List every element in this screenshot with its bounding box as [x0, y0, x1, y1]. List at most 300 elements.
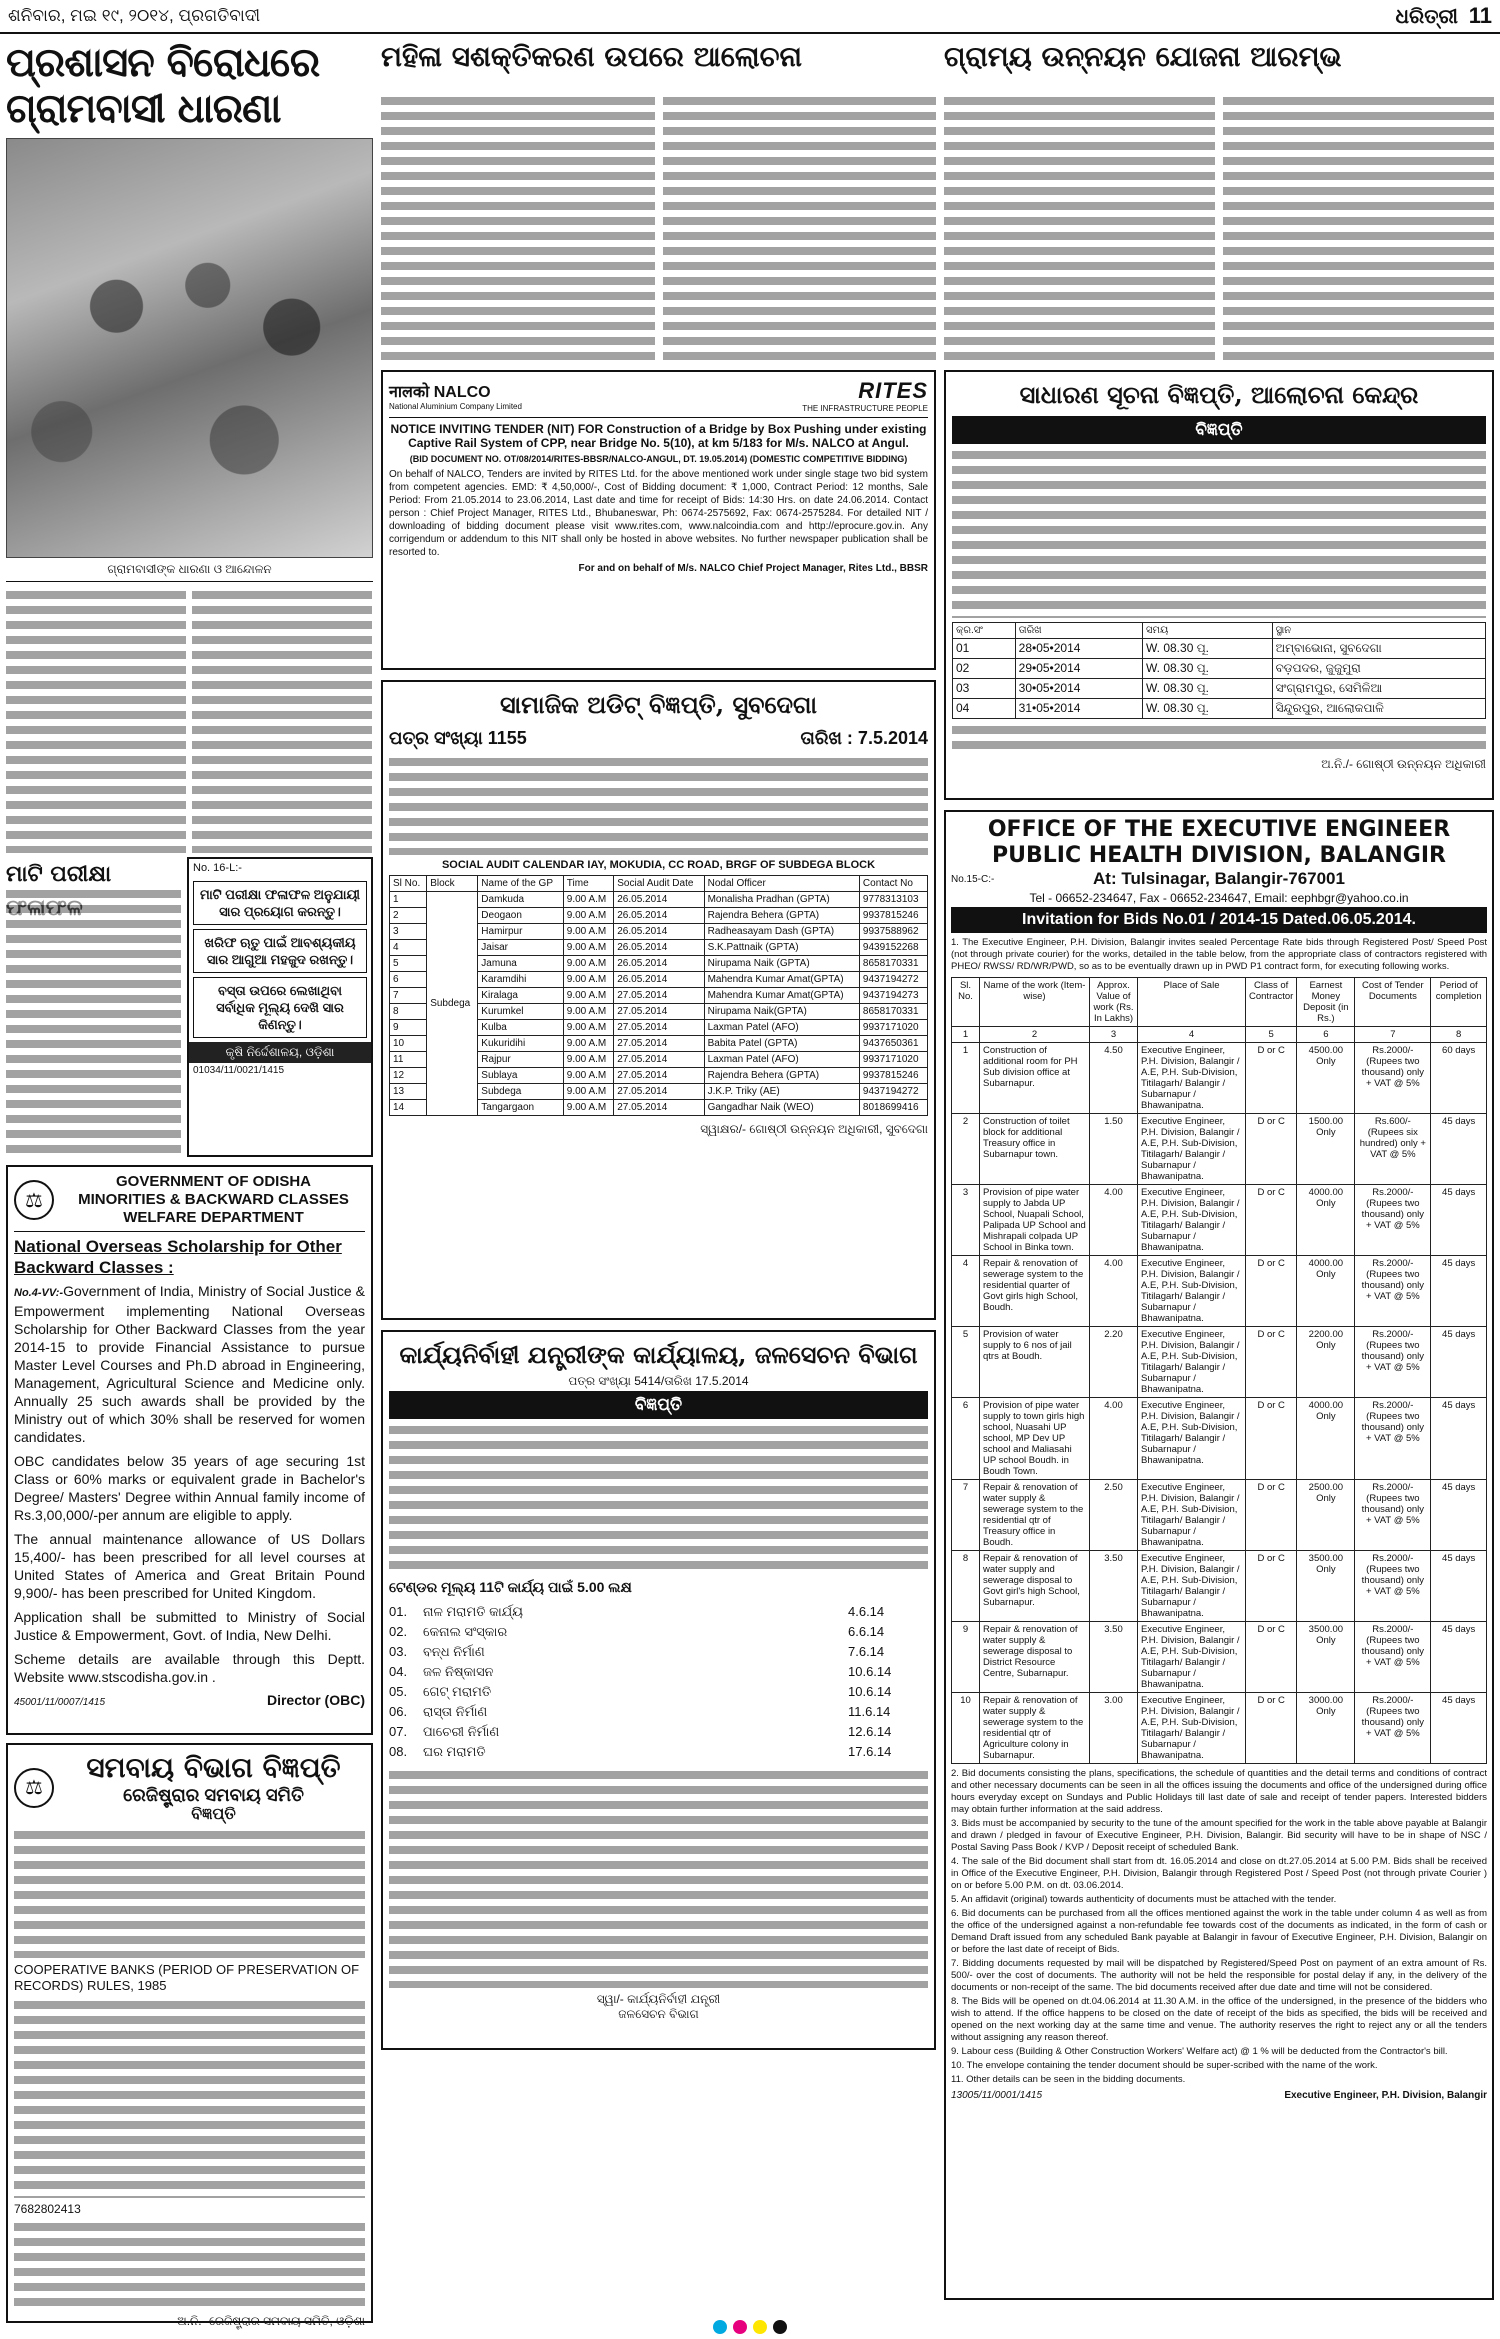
work-value: 3.50 — [1090, 1622, 1138, 1693]
cooperative-notice — [6, 1743, 373, 2328]
work-value: 2.20 — [1090, 1327, 1138, 1398]
work-place: Executive Engineer, P.H. Division, Balangir / A.E, P.H. Sub-Division, Titilagarh/ Balangir / Subarnapur / Bhawanipatna. — [1138, 1327, 1246, 1398]
work-place: Executive Engineer, P.H. Division, Balangir / A.E, P.H. Sub-Division, Titilagarh/ Balangir / Subarnapur / Bhawanipatna. — [1138, 1043, 1246, 1114]
work-doc-cost: Rs.2000/- (Rupees two thousand) only + VAT @ 5% — [1355, 1551, 1431, 1622]
work-name: Repair & renovation of water supply & sewerage system to the residential qtr of Agriculture colony in Subarnapur. — [980, 1693, 1090, 1764]
masthead — [0, 0, 1500, 34]
audit-sl: 3 — [390, 924, 427, 940]
pheo-note: 6. Bid documents can be purchased from all the offices mentioned against the work in the table under column 4 as well as from the office of the undersigned against a non-refundable fee towards cost of the documents as indicated, in the form of cash or Demand Draft issued from any scheduled Bank payable at Balangir in favour of Executive Engineer, P.H. Division, Balangir on or before the last date of receipt of Bids. — [951, 1908, 1487, 1955]
table-row — [953, 679, 1486, 699]
krishi-ad-ref: 01034/11/0021/1415 — [193, 1065, 285, 1076]
audit-time: 9.00 A.M — [563, 1068, 613, 1084]
table-row — [953, 659, 1486, 679]
sub-headline: ମାଟି ପରୀକ୍ଷା — [6, 861, 112, 887]
obc-title-2: MINORITIES & BACKWARD CLASSES — [78, 1191, 349, 1208]
obc-para-1: Government of India, Ministry of Social Justice & Empowerment implementing National Overseas Scholarship for Other Backward Classes from the year 2014-15 to provide Financial Assistance to pursue Master Level Courses and Ph.D abroad in Engineering, Management, Agricultural Science and Medicine only. Annually 25 such awards shall be provided by the Ministry out of which 30% shall be reserved for women candidates. — [14, 1283, 365, 1445]
audit-nodal-officer: Rajendra Behera (GPTA) — [704, 1068, 859, 1084]
work-name: Repair & renovation of water supply & sewerage system to the residential qtr of Treasury office in Boudh. — [980, 1480, 1090, 1551]
audit-nodal-officer: Babita Patel (GPTA) — [704, 1036, 859, 1052]
item-no: 04. — [389, 1664, 408, 1679]
audit-date: 27.05.2014 — [614, 1052, 704, 1068]
work-class: D or C — [1246, 1693, 1297, 1764]
work-class: D or C — [1246, 1114, 1297, 1185]
audit-sl: 2 — [390, 908, 427, 924]
pheo-note: 5. An affidavit (original) towards authenticity of documents must be attached with the tender. — [951, 1894, 1337, 1905]
work-value: 4.50 — [1090, 1043, 1138, 1114]
pheo-table-colnums: 1 2 3 4 5 6 7 8 — [952, 1027, 1487, 1043]
work-value: 4.00 — [1090, 1256, 1138, 1327]
audit-date: 27.05.2014 — [614, 1004, 704, 1020]
item-name: ପାଚେରୀ ନିର୍ମାଣ — [423, 1724, 500, 1739]
pheo-note: 7. Bidding documents requested by mail will be dispatched by Registered/Speed Post on payment of an extra amount of Rs. 500/- over the cost of documents. The authority will not be held the responsible for postal delay if any, in the delivery of the documents or non-receipt of the same. The bid documents received after due date and time will not be considered. — [951, 1958, 1487, 1993]
list-item — [389, 1662, 928, 1682]
audit-title: ସାମାଜିକ ଅଡିଟ୍ ବିଜ୍ଞପ୍ତି, ସୁବଦେଗା — [500, 690, 817, 719]
schedule-venue: ଅମ୍ବାଭୋନା, ସୁବଦେଗା — [1272, 639, 1485, 659]
audit-contact: 9439152268 — [859, 940, 927, 956]
item-name: ଜଳ ନିଷ୍କାସନ — [423, 1664, 494, 1679]
work-class: D or C — [1246, 1551, 1297, 1622]
schedule-date: 31•05•2014 — [1015, 699, 1142, 719]
work-period: 45 days — [1431, 1114, 1487, 1185]
schedule-sl: 01 — [953, 639, 1016, 659]
audit-contact: 9937815246 — [859, 908, 927, 924]
item-name: ରାସ୍ତା ନିର୍ମାଣ — [423, 1704, 488, 1719]
audit-nodal-officer: S.K.Pattnaik (GPTA) — [704, 940, 859, 956]
audit-sl: 12 — [390, 1068, 427, 1084]
audit-nodal-officer: Gangadhar Naik (WEO) — [704, 1100, 859, 1116]
table-row — [952, 1398, 1487, 1480]
work-class: D or C — [1246, 1185, 1297, 1256]
audit-time: 9.00 A.M — [563, 940, 613, 956]
obc-ref: 45001/11/0007/1415 — [14, 1697, 106, 1708]
item-name: କେନାଲ ସଂସ୍କାର — [423, 1624, 508, 1639]
work-period: 45 days — [1431, 1622, 1487, 1693]
krishi-ad-box-2: ଖରିଫ ଋତୁ ପାଇଁ ଆବଶ୍ୟକୀୟ ସାର ଆଗୁଆ ମହଜୁଦ ରଖନ୍ତୁ। — [193, 929, 367, 973]
work-value: 2.50 — [1090, 1480, 1138, 1551]
item-name: ବନ୍ଧ ନିର୍ମାଣ — [423, 1644, 485, 1659]
item-no: 02. — [389, 1624, 408, 1639]
list-item — [389, 1622, 928, 1642]
work-emd: 4000.00 Only — [1297, 1185, 1355, 1256]
page-number: 11 — [1468, 3, 1492, 28]
nalco-rites-tender-ad — [381, 370, 936, 670]
coop-title: ସମବାୟ ବିଭାଗ ବିଜ୍ଞପ୍ତି — [86, 1751, 341, 1784]
audit-contact: 9937588962 — [859, 924, 927, 940]
coop-subtitle: ରେଜିଷ୍ଟ୍ରାର ସମବାୟ ସମିତି — [123, 1785, 304, 1805]
work-period: 45 days — [1431, 1256, 1487, 1327]
work-emd: 2200.00 Only — [1297, 1327, 1355, 1398]
audit-time: 9.00 A.M — [563, 1052, 613, 1068]
audit-contact: 8658170331 — [859, 956, 927, 972]
social-audit-notice — [381, 680, 936, 1320]
audit-date: 26.05.2014 — [614, 972, 704, 988]
work-class: D or C — [1246, 1256, 1297, 1327]
audit-contact: 8658170331 — [859, 1004, 927, 1020]
work-period: 45 days — [1431, 1327, 1487, 1398]
work-emd: 4000.00 Only — [1297, 1398, 1355, 1480]
table-row — [952, 1256, 1487, 1327]
pheo-works-table — [951, 977, 1487, 1764]
table-row — [952, 1114, 1487, 1185]
photo-caption: ଗ୍ରାମବାସୀଙ୍କ ଧାରଣା ଓ ଆନ୍ଦୋଳନ — [6, 558, 373, 582]
item-date: 7.6.14 — [848, 1644, 885, 1659]
work-doc-cost: Rs.600/- (Rupees six hundred) only + VAT @ 5% — [1355, 1114, 1431, 1185]
audit-contact: 9437194272 — [859, 1084, 927, 1100]
table-row — [952, 1480, 1487, 1551]
table-row — [953, 639, 1486, 659]
work-period: 45 days — [1431, 1480, 1487, 1551]
audit-gp: Subdega — [478, 1084, 563, 1100]
reg-dot-magenta — [733, 2320, 747, 2334]
audit-nodal-officer: Mahendra Kumar Amat(GPTA) — [704, 972, 859, 988]
audit-gp: Tangargaon — [478, 1100, 563, 1116]
pheo-contact: Tel - 06652-234647, Fax - 06652-234647, Email: eephbgr@yahoo.co.in — [1029, 891, 1409, 905]
work-value: 3.00 — [1090, 1693, 1138, 1764]
item-date: 10.6.14 — [848, 1684, 892, 1699]
work-sl: 5 — [952, 1327, 980, 1398]
item-name: ନାଳ ମରାମତି କାର୍ଯ୍ୟ — [423, 1604, 523, 1619]
schedule-sl: 02 — [953, 659, 1016, 679]
irrigation-tender-notice — [381, 1330, 936, 2050]
work-emd: 3000.00 Only — [1297, 1693, 1355, 1764]
audit-contact: 9437194272 — [859, 972, 927, 988]
schedule-date: 28•05•2014 — [1015, 639, 1142, 659]
pheo-note: 9. Labour cess (Building & Other Construction Workers' Welfare act) @ 1 % will be deducted from the Contractor's bill. — [951, 2046, 1448, 2057]
work-name: Repair & renovation of water supply & sewerage disposal to District Resource Centre, Subarnapur. — [980, 1622, 1090, 1693]
work-sl: 6 — [952, 1398, 980, 1480]
pheo-note: 11. Other details can be seen in the bidding documents. — [951, 2074, 1186, 2085]
nalco-logo-sub: National Aluminium Company Limited — [389, 402, 522, 411]
schedule-venue: ବଡ଼ପଦର, ଜୁଜୁମୁରା — [1272, 659, 1485, 679]
work-class: D or C — [1246, 1043, 1297, 1114]
audit-nodal-officer: Nirupama Naik (GPTA) — [704, 956, 859, 972]
work-class: D or C — [1246, 1622, 1297, 1693]
audit-gp: Deogaon — [478, 908, 563, 924]
audit-nodal-officer: Mahendra Kumar Amat(GPTA) — [704, 988, 859, 1004]
schedule-date: 30•05•2014 — [1015, 679, 1142, 699]
audit-time: 9.00 A.M — [563, 972, 613, 988]
work-name: Construction of toilet block for additional Treasury office in Subarnapur town. — [980, 1114, 1090, 1185]
work-value: 4.00 — [1090, 1185, 1138, 1256]
audit-table — [389, 875, 928, 1116]
work-emd: 3500.00 Only — [1297, 1551, 1355, 1622]
obc-notice-no: No.4-VV:- — [14, 1287, 64, 1299]
work-period: 45 days — [1431, 1693, 1487, 1764]
audit-date: 27.05.2014 — [614, 1068, 704, 1084]
obc-para-3: The annual maintenance allowance of US Dollars 15,400/- has been prescribed for all level courses at United States of America and Great Britain Pound 9,900/- has been prescribed for United Kingdom. — [14, 1531, 365, 1601]
audit-gp: Hamirpur — [478, 924, 563, 940]
news-photo — [6, 138, 373, 558]
work-doc-cost: Rs.2000/- (Rupees two thousand) only + VAT @ 5% — [1355, 1622, 1431, 1693]
item-no: 01. — [389, 1604, 408, 1619]
coop-sign: ଅ.ନି.- ରେଜିଷ୍ଟ୍ରାର ସମବାୟ ସମିତି, ଓଡ଼ିଶା — [177, 2314, 365, 2328]
work-place: Executive Engineer, P.H. Division, Balangir / A.E, P.H. Sub-Division, Titilagarh/ Balangir / Subarnapur / Bhawanipatna. — [1138, 1398, 1246, 1480]
work-emd: 1500.00 Only — [1297, 1114, 1355, 1185]
work-place: Executive Engineer, P.H. Division, Balangir / A.E, P.H. Sub-Division, Titilagarh/ Balangir / Subarnapur / Bhawanipatna. — [1138, 1693, 1246, 1764]
pheo-no: No.15-C:- — [951, 873, 995, 885]
work-sl: 10 — [952, 1693, 980, 1764]
work-class: D or C — [1246, 1327, 1297, 1398]
pheo-title-1: OFFICE OF THE EXECUTIVE ENGINEER — [987, 817, 1451, 842]
audit-nodal-officer: Radheasayam Dash (GPTA) — [704, 924, 859, 940]
work-period: 60 days — [1431, 1043, 1487, 1114]
tender-sub: ଟେଣ୍ଡର ମୂଲ୍ୟ 11ଟି କାର୍ଯ୍ୟ ପାଇଁ 5.00 ଲକ୍ଷ — [389, 1579, 632, 1595]
obc-signatory: Director (OBC) — [266, 1692, 365, 1708]
notice-tag: ବିଜ୍ଞପ୍ତି — [952, 416, 1486, 444]
audit-sign: ସ୍ୱାକ୍ଷର/- ଗୋଷ୍ଠୀ ଉନ୍ନୟନ ଅଧିକାରୀ, ସୁବଦେଗା — [700, 1122, 928, 1136]
table-row — [952, 1043, 1487, 1114]
audit-gp: Rajpur — [478, 1052, 563, 1068]
schedule-table — [952, 622, 1486, 719]
obc-title-3: WELFARE DEPARTMENT — [123, 1209, 304, 1226]
audit-contact: 9937815246 — [859, 1068, 927, 1084]
work-place: Executive Engineer, P.H. Division, Balangir / A.E, P.H. Sub-Division, Titilagarh/ Balangir / Subarnapur / Bhawanipatna. — [1138, 1551, 1246, 1622]
schedule-table-header: କ୍ର.ସଂ ତାରିଖ ସମୟ ସ୍ଥାନ — [953, 623, 1486, 639]
audit-sl: 5 — [390, 956, 427, 972]
obc-para-5: Scheme details are available through this Deptt. Website www.stscodisha.gov.in . — [14, 1651, 365, 1685]
audit-contact: 8018699416 — [859, 1100, 927, 1116]
work-name: Repair & renovation of water supply and sewerage disposal to Govt girl's high School, Subarnapur. — [980, 1551, 1090, 1622]
pheo-address: At: Tulsinagar, Balangir-767001 — [1093, 869, 1345, 888]
work-name: Provision of pipe water supply to Jabda UP School, Nuapali School, Palipada UP School and Mishrapali colpada UP School in Binka town. — [980, 1185, 1090, 1256]
pheo-note: 10. The envelope containing the tender document should be super-scribed with the name of the work. — [951, 2060, 1378, 2071]
work-doc-cost: Rs.2000/- (Rupees two thousand) only + VAT @ 5% — [1355, 1398, 1431, 1480]
audit-sl: 9 — [390, 1020, 427, 1036]
list-item — [389, 1722, 928, 1742]
tender-sign-2: ଜଳସେଚନ ବିଭାଗ — [618, 2007, 699, 2021]
pheo-ref: 13005/11/0001/1415 — [951, 2090, 1043, 2101]
schedule-time: W. 08.30 ପୂ. — [1143, 699, 1273, 719]
nalco-body: On behalf of NALCO, Tenders are invited by RITES Ltd. for the above mentioned work under single stage two bid system from competent agencies. EMD: ₹ 4,50,000/-, Cost of Bidding document: ₹ 1,000, Contract Period: 12 months, Sale Period: From 21.05.2014 to 23.06.2014, Last date and time for receipt of Bids: 14:30 Hrs. on date 24.06.2014. Contact person : Chief Project Manager, RITES Ltd., Bhubaneswar, Ph: 0674-2575692, Fax: 0674-2575284. For detailed NIT / downloading of bidding document please visit www.rites.com, www.nalcoindia.com and http://eprocure.gov.in. Any corrigendum or addendum to this NIT shall only be hosted in above websites. No further newspaper publication shall be resorted to. — [389, 469, 928, 558]
schedule-date: 29•05•2014 — [1015, 659, 1142, 679]
column-right — [944, 40, 1494, 2310]
schedule-sl: 03 — [953, 679, 1016, 699]
table-row — [952, 1622, 1487, 1693]
audit-time: 9.00 A.M — [563, 1020, 613, 1036]
work-period: 45 days — [1431, 1551, 1487, 1622]
audit-gp: Kiralaga — [478, 988, 563, 1004]
table-row — [952, 1551, 1487, 1622]
pheo-table-header: Sl. No. Name of the work (Item-wise) Approx. Value of work (Rs. In Lakhs) Place of Sale Class of Contractor Earnest Money Deposit (in Rs.) Cost of Tender Documents Period of completion — [952, 978, 1487, 1027]
item-date: 12.6.14 — [848, 1724, 892, 1739]
item-name: ଗେଟ୍ ମରାମତି — [423, 1684, 492, 1699]
schedule-time: W. 08.30 ପୂ. — [1143, 659, 1273, 679]
column-middle — [381, 40, 936, 2310]
audit-nodal-officer: Laxman Patel (AFO) — [704, 1020, 859, 1036]
dateline: ଶନିବାର, ମଇ ୧୯, ୨୦୧୪, ପ୍ରଗତିବାଦୀ — [8, 6, 261, 25]
tender-tag: ବିଜ୍ଞପ୍ତି — [389, 1391, 928, 1419]
schedule-sign: ଅ.ନି./- ଗୋଷ୍ଠୀ ଉନ୍ନୟନ ଅଧିକାରୀ — [1321, 757, 1486, 771]
work-emd: 3500.00 Only — [1297, 1622, 1355, 1693]
audit-sl: 14 — [390, 1100, 427, 1116]
notice-title: ସାଧାରଣ ସୂଚନା ବିଜ୍ଞପ୍ତି, ଆଲୋଚନା କେନ୍ଦ୍ର — [1019, 380, 1419, 409]
audit-time: 9.00 A.M — [563, 1084, 613, 1100]
column-left — [6, 39, 373, 2328]
tender-title: କାର୍ଯ୍ୟନିର୍ବାହୀ ଯନ୍ତ୍ରୀଙ୍କ କାର୍ଯ୍ୟାଳୟ, ଜଳସେଚନ ବିଭାଗ — [399, 1340, 918, 1369]
pheo-bid-bar: Invitation for Bids No.01 / 2014-15 Dated.06.05.2014. — [951, 907, 1487, 933]
coop-rules: COOPERATIVE BANKS (PERIOD OF PRESERVATION OF RECORDS) RULES, 1985 — [14, 1962, 360, 1993]
public-notice — [944, 370, 1494, 800]
pheo-note: 8. The Bids will be opened on dt.04.06.2014 at 11.30 A.M. in the office of the undersigned, in the presence of the bidders who wish to attend. If the office happens to be closed on the date of receipt of the bids as specified, the bids will be received and opened on the next working day at the same time and venue. The authority reserves the right to reject any or all the tenders without assigning any reason thereof. — [951, 1996, 1487, 2043]
krishi-ad-footer: କୃଷି ନିର୍ଦ୍ଦେଶାଳୟ, ଓଡ଼ିଶା — [189, 1042, 371, 1063]
odisha-emblem-icon: ⚖ — [14, 1180, 54, 1220]
registration-marks — [0, 2315, 1500, 2339]
obc-title-1: GOVERNMENT OF ODISHA — [115, 1173, 311, 1190]
audit-date: 27.05.2014 — [614, 1100, 704, 1116]
pheo-intro: 1. The Executive Engineer, P.H. Division, Balangir invites sealed Percentage Rate bids through Registered Post/ Speed Post (not through private courier) for the works, detailed in the table below, from the appropriate class of contractors registered with PHEO/ RWSS/ RD/WR/PWD, so as to be eventually drawn up in PWD P1 contract form, for executing following works. — [951, 937, 1487, 972]
audit-table-title: SOCIAL AUDIT CALENDAR IAY, MOKUDIA, CC ROAD, BRGF OF SUBDEGA BLOCK — [441, 859, 876, 871]
pheo-note: 4. The sale of the Bid document shall start from dt. 16.05.2014 and close on dt.27.05.2014 at 5.00 P.M. Bids shall be received in Office of the Executive Engineer, P.H. Division, Balangir through Registered Post / Speed Post (not through private Courier ) on or before 5.00 P.M. on dt. 03.06.2014. — [951, 1856, 1487, 1891]
audit-date: ତାରିଖ : 7.5.2014 — [800, 728, 928, 748]
audit-gp: Sublaya — [478, 1068, 563, 1084]
item-no: 06. — [389, 1704, 408, 1719]
right-headline: ଗ୍ରାମ୍ୟ ଉନ୍ନୟନ ଯୋଜନା ଆରମ୍ଭ — [944, 40, 1342, 73]
obc-para-2: OBC candidates below 35 years of age securing 1st Class or 60% marks or equivalent grade in Bachelor's Degree/ Masters' Degree within Annual family income of Rs.3,00,000/-per annum are eligible to apply. — [14, 1453, 365, 1523]
work-place: Executive Engineer, P.H. Division, Balangir / A.E, P.H. Sub-Division, Titilagarh/ Balangir / Subarnapur / Bhawanipatna. — [1138, 1480, 1246, 1551]
rites-logo-sub: THE INFRASTRUCTURE PEOPLE — [802, 404, 928, 413]
audit-sl: 11 — [390, 1052, 427, 1068]
tender-sign-1: ସ୍ୱା/- କାର୍ଯ୍ୟନିର୍ବାହୀ ଯନ୍ତ୍ରୀ — [596, 1992, 721, 2006]
item-no: 03. — [389, 1644, 408, 1659]
audit-date: 27.05.2014 — [614, 1036, 704, 1052]
audit-date: 26.05.2014 — [614, 892, 704, 908]
work-place: Executive Engineer, P.H. Division, Balangir / A.E, P.H. Sub-Division, Titilagarh/ Balangir / Subarnapur / Bhawanipatna. — [1138, 1114, 1246, 1185]
item-no: 07. — [389, 1724, 408, 1739]
work-doc-cost: Rs.2000/- (Rupees two thousand) only + VAT @ 5% — [1355, 1693, 1431, 1764]
audit-gp: Jamuna — [478, 956, 563, 972]
work-doc-cost: Rs.2000/- (Rupees two thousand) only + VAT @ 5% — [1355, 1256, 1431, 1327]
table-row — [952, 1327, 1487, 1398]
audit-date: 26.05.2014 — [614, 908, 704, 924]
audit-gp: Jaisar — [478, 940, 563, 956]
list-item — [389, 1742, 928, 1762]
work-sl: 7 — [952, 1480, 980, 1551]
rites-logo: RITES — [858, 378, 928, 403]
audit-time: 9.00 A.M — [563, 1100, 613, 1116]
work-sl: 1 — [952, 1043, 980, 1114]
obc-para-4: Application shall be submitted to Ministry of Social Justice & Empowerment, Govt. of India, New Delhi. — [14, 1609, 365, 1643]
nalco-sign: For and on behalf of M/s. NALCO Chief Project Manager, Rites Ltd., BBSR — [578, 563, 928, 574]
work-class: D or C — [1246, 1480, 1297, 1551]
lead-story-text — [6, 588, 186, 853]
work-name: Provision of water supply to 6 nos of jail qtrs at Boudh. — [980, 1327, 1090, 1398]
audit-letter-no: ପତ୍ର ସଂଖ୍ୟା 1155 — [389, 728, 527, 748]
audit-date: 27.05.2014 — [614, 1084, 704, 1100]
krishi-ad-box-3: ବସ୍ତା ଉପରେ ଲେଖାଥିବା ସର୍ବାଧିକ ମୂଲ୍ୟ ଦେଖି ସାର କିଣନ୍ତୁ। — [193, 977, 367, 1038]
reg-dot-yellow — [753, 2320, 767, 2334]
audit-sl: 6 — [390, 972, 427, 988]
audit-nodal-officer: Rajendra Behera (GPTA) — [704, 908, 859, 924]
krishi-ad-box-1: ମାଟି ପରୀକ୍ଷା ଫଳାଫଳ ଅନୁଯାୟୀ ସାର ପ୍ରୟୋଗ କରନ୍ତୁ। — [193, 881, 367, 925]
work-value: 3.50 — [1090, 1551, 1138, 1622]
work-emd: 2500.00 Only — [1297, 1480, 1355, 1551]
list-item — [389, 1702, 928, 1722]
audit-time: 9.00 A.M — [563, 956, 613, 972]
work-doc-cost: Rs.2000/- (Rupees two thousand) only + VAT @ 5% — [1355, 1185, 1431, 1256]
work-emd: 4000.00 Only — [1297, 1256, 1355, 1327]
table-row — [952, 1693, 1487, 1764]
audit-sl: 8 — [390, 1004, 427, 1020]
pheo-note: 2. Bid documents consisting the plans, specifications, the schedule of quantities and the detail terms and conditions of contract and other necessary documents can be seen in all the offices issuing the documents and office of the undersigned during office hours everyday except on Sundays and Public Holidays till last date of sale and receipt of tender papers. Interested bidders may obtain further information at the said address. — [951, 1768, 1487, 1815]
audit-gp: Kukuridihi — [478, 1036, 563, 1052]
pheo-note: 3. Bids must be accompanied by security to the tune of the amount specified for the work in the table above payable at Balangir and drawn / pledged in favour of Executive Engineer, P.H. Division, Balangir. Bid security will have to be in shape of NSC / Postal Saving Pass Book / KVP / Deposit receipt of scheduled Bank. — [951, 1818, 1487, 1853]
audit-date: 26.05.2014 — [614, 940, 704, 956]
krishi-ad-no: No. 16-L:- — [193, 862, 242, 874]
audit-date: 26.05.2014 — [614, 956, 704, 972]
audit-contact: 9937171020 — [859, 1020, 927, 1036]
brand-name: ଧରିତ୍ରୀ — [1395, 4, 1458, 28]
coop-tag: ବିଜ୍ଞପ୍ତି — [191, 1806, 236, 1823]
audit-nodal-officer: Laxman Patel (AFO) — [704, 1052, 859, 1068]
work-period: 45 days — [1431, 1398, 1487, 1480]
work-emd: 4500.00 Only — [1297, 1043, 1355, 1114]
audit-time: 9.00 A.M — [563, 908, 613, 924]
schedule-time: W. 08.30 ପୂ. — [1143, 639, 1273, 659]
item-no: 05. — [389, 1684, 408, 1699]
audit-gp: Kurumkel — [478, 1004, 563, 1020]
audit-contact: 9437194273 — [859, 988, 927, 1004]
pheo-notes — [951, 1768, 1487, 2086]
work-value: 1.50 — [1090, 1114, 1138, 1185]
work-sl: 8 — [952, 1551, 980, 1622]
nalco-title: NOTICE INVITING TENDER (NIT) FOR Construction of a Bridge by Box Pushing under existing Captive Rail System of CPP, near Bridge No. 5(10), at km 5/183 for M/s. NALCO at Angul. — [390, 422, 927, 450]
audit-time: 9.00 A.M — [563, 1036, 613, 1052]
work-name: Construction of additional room for PH Sub division office at Subarnapur. — [980, 1043, 1090, 1114]
work-place: Executive Engineer, P.H. Division, Balangir / A.E, P.H. Sub-Division, Titilagarh/ Balangir / Subarnapur / Bhawanipatna. — [1138, 1622, 1246, 1693]
work-period: 45 days — [1431, 1185, 1487, 1256]
work-value: 4.00 — [1090, 1398, 1138, 1480]
coop-contact: 7682802413 — [14, 2202, 81, 2216]
work-name: Provision of pipe water supply to town girls high school, Nuasahi UP school, MP Dev UP school and Maliasahi UP school Boudh. in Boudh Town. — [980, 1398, 1090, 1480]
audit-date: 26.05.2014 — [614, 924, 704, 940]
audit-sl: 13 — [390, 1084, 427, 1100]
audit-sl: 1 — [390, 892, 427, 908]
audit-gp: Damkuda — [478, 892, 563, 908]
reg-dot-black — [773, 2320, 787, 2334]
audit-block: Subdega — [427, 892, 478, 1116]
work-doc-cost: Rs.2000/- (Rupees two thousand) only + VAT @ 5% — [1355, 1043, 1431, 1114]
audit-date: 27.05.2014 — [614, 1020, 704, 1036]
nalco-logo: नालको NALCO — [389, 384, 491, 401]
audit-gp: Kulba — [478, 1020, 563, 1036]
item-name: ଘର ମରାମତି — [423, 1744, 486, 1759]
audit-nodal-officer: Nirupama Naik(GPTA) — [704, 1004, 859, 1020]
audit-contact: 9778313103 — [859, 892, 927, 908]
work-place: Executive Engineer, P.H. Division, Balangir / A.E, P.H. Sub-Division, Titilagarh/ Balangir / Subarnapur / Bhawanipatna. — [1138, 1185, 1246, 1256]
work-doc-cost: Rs.2000/- (Rupees two thousand) only + VAT @ 5% — [1355, 1327, 1431, 1398]
audit-time: 9.00 A.M — [563, 892, 613, 908]
odisha-emblem-icon: ⚖ — [14, 1768, 54, 1808]
pheo-sign: Executive Engineer, P.H. Division, Balangir — [1284, 2090, 1487, 2101]
table-row — [953, 699, 1486, 719]
work-sl: 4 — [952, 1256, 980, 1327]
middle-headline: ମହିଳା ସଶକ୍ତିକରଣ ଉପରେ ଆଲୋଚନା — [381, 40, 803, 73]
work-name: Repair & renovation of sewerage system to the residential quarter of Govt girls high School, Boudh. — [980, 1256, 1090, 1327]
audit-contact: 9937171020 — [859, 1052, 927, 1068]
tender-item-list — [389, 1602, 928, 1762]
item-date: 6.6.14 — [848, 1624, 885, 1639]
item-date: 11.6.14 — [848, 1704, 891, 1719]
list-item — [389, 1602, 928, 1622]
audit-sl: 7 — [390, 988, 427, 1004]
tender-letter: ପତ୍ର ସଂଖ୍ୟା 5414/ତାରିଖ 17.5.2014 — [568, 1374, 749, 1388]
obc-scholarship-ad — [6, 1165, 373, 1735]
krishi-ad — [187, 857, 373, 1157]
audit-gp: Karamdihi — [478, 972, 563, 988]
work-doc-cost: Rs.2000/- (Rupees two thousand) only + VAT @ 5% — [1355, 1480, 1431, 1551]
work-sl: 9 — [952, 1622, 980, 1693]
lead-headline: ପ୍ରଶାସନ ବିରୋଧରେ ଗ୍ରାମବାସୀ ଧାରଣା — [6, 39, 320, 132]
